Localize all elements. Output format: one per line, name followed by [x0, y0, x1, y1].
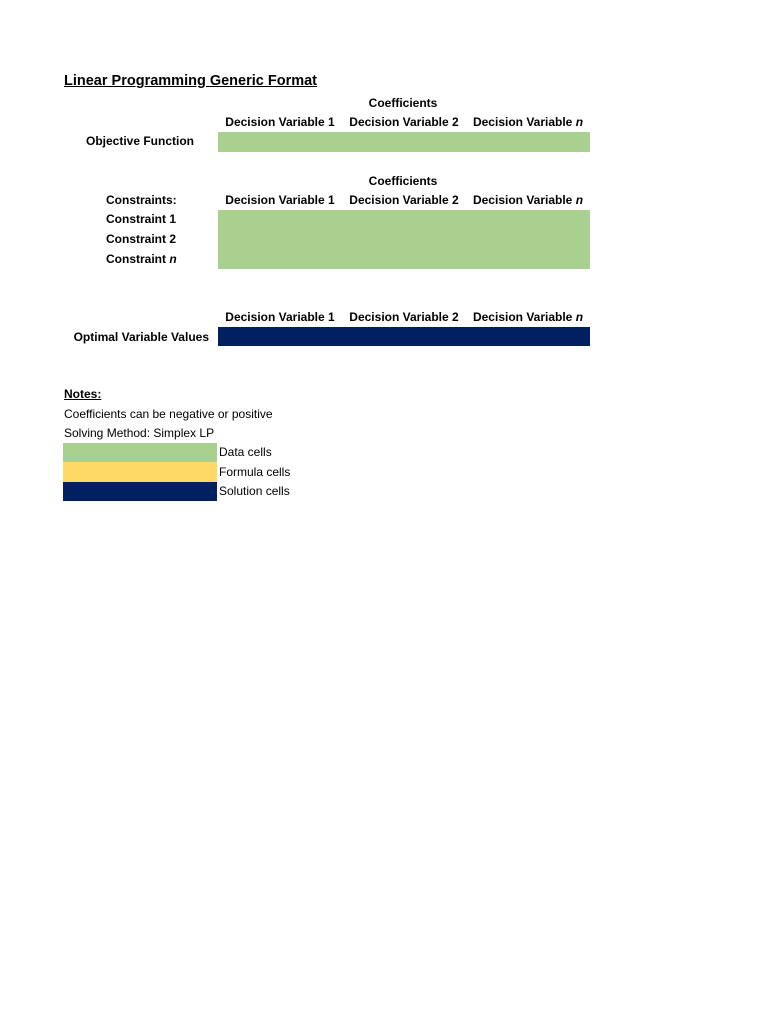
- legend-label-data: Data cells: [219, 445, 272, 459]
- optimal-values-label: Optimal Variable Values: [73, 330, 209, 344]
- notes-line-2: Solving Method: Simplex LP: [64, 426, 215, 440]
- objective-function-label: Objective Function: [85, 134, 194, 148]
- objective-col-2: Decision Variable 2: [349, 115, 459, 129]
- optimal-col-n: Decision Variable n: [472, 310, 584, 324]
- constraints-label: Constraints:: [106, 193, 177, 207]
- optimal-col-2: Decision Variable 2: [349, 310, 459, 324]
- legend-swatch-formula: [63, 462, 217, 482]
- notes-heading: Notes:: [64, 387, 102, 401]
- notes-line-1: Coefficients can be negative or positive: [64, 407, 273, 421]
- legend-label-formula: Formula cells: [219, 465, 291, 479]
- constraints-coefficients-header: Coefficients: [368, 174, 438, 188]
- constraints-col-2: Decision Variable 2: [349, 193, 459, 207]
- constraint-2-label: Constraint 2: [106, 232, 177, 246]
- sheet-title: Linear Programming Generic Format: [64, 73, 318, 89]
- legend-label-solution: Solution cells: [219, 484, 290, 498]
- optimal-solution-cells[interactable]: [218, 327, 590, 346]
- constraints-col-n: Decision Variable n: [472, 193, 584, 207]
- objective-data-cells[interactable]: [218, 132, 590, 152]
- objective-col-1: Decision Variable 1: [225, 115, 335, 129]
- legend-swatch-data: [63, 443, 217, 462]
- constraints-col-1: Decision Variable 1: [225, 193, 335, 207]
- constraint-n-label: Constraint n: [106, 252, 177, 266]
- constraints-data-cells[interactable]: [218, 210, 590, 269]
- objective-col-n: Decision Variable n: [472, 115, 584, 129]
- legend-swatch-solution: [63, 482, 217, 501]
- objective-coefficients-header: Coefficients: [368, 96, 438, 110]
- optimal-col-1: Decision Variable 1: [225, 310, 335, 324]
- constraint-1-label: Constraint 1: [106, 212, 177, 226]
